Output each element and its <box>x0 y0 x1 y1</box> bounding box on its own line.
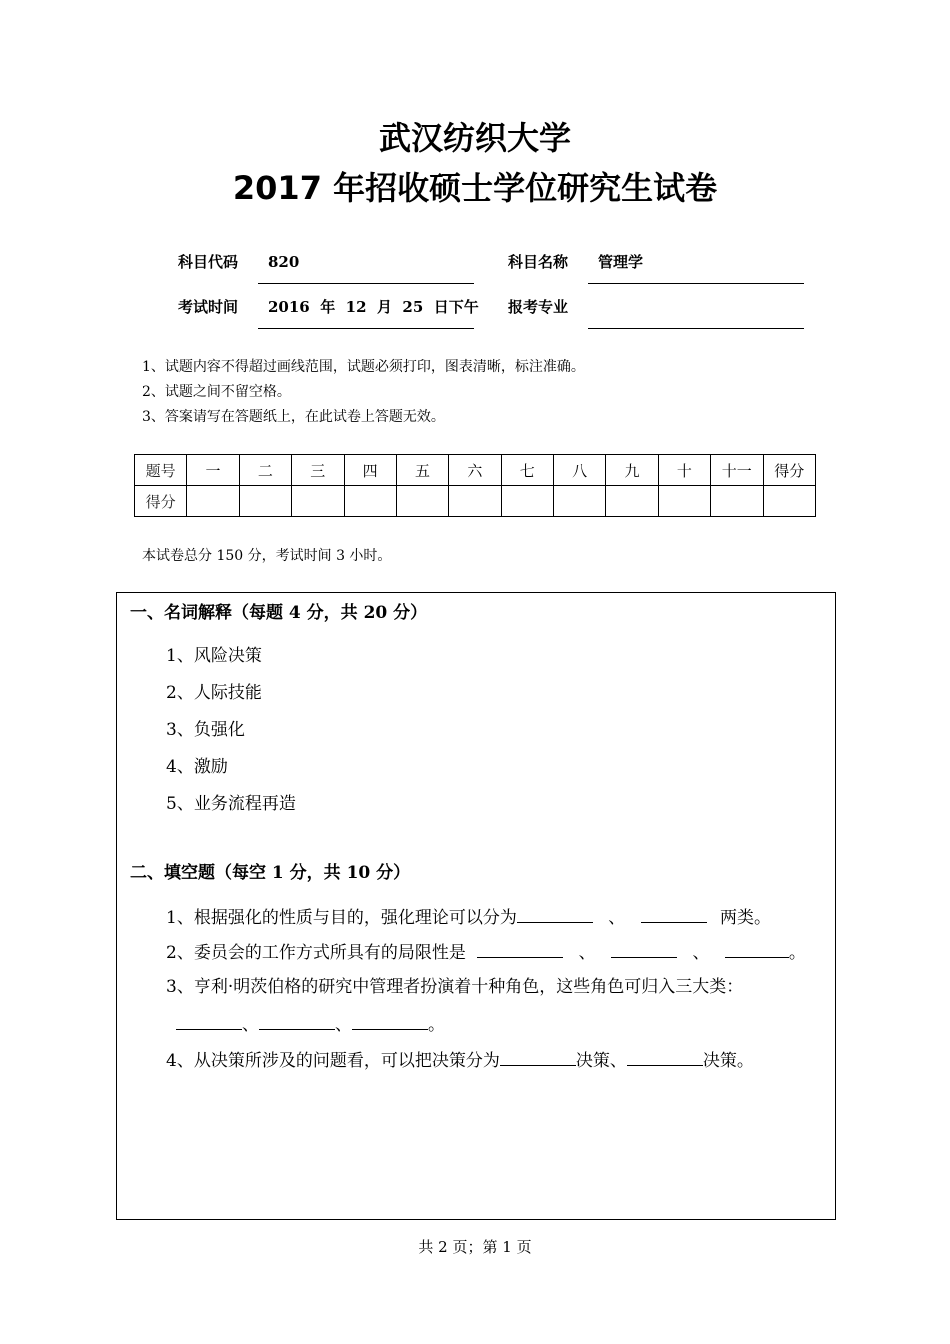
major-label: 报考专业 <box>508 298 569 316</box>
q2-blank-3 <box>725 940 789 958</box>
note-1: 1、试题内容不得超过画线范围，试题必须打印，图表清晰，标注准确。 <box>142 359 585 375</box>
q1-separator: 、 <box>608 908 626 928</box>
exam-title: 2017 年招收硕士学位研究生试卷 <box>232 169 718 207</box>
q3-separator-2: 、 <box>335 1015 352 1035</box>
q3-separator-1: 、 <box>242 1015 259 1035</box>
exam-time-label: 考试时间 <box>178 298 239 316</box>
score-cell <box>239 486 291 517</box>
total-note: 本试卷总分 150 分，考试时间 3 小时。 <box>142 548 392 564</box>
score-cell <box>396 486 448 517</box>
exam-time-value: 2016 年 12 月 25 日下午 <box>268 298 479 316</box>
q2-text: 2、委员会的工作方式所具有的局限性是 <box>166 943 466 963</box>
major-underline <box>588 328 804 329</box>
q1-blank-1 <box>517 905 593 923</box>
score-cell <box>344 486 396 517</box>
fill-question-2 <box>166 940 806 965</box>
q2-blank-1 <box>477 940 563 958</box>
page-footer: 共 2 页；第 1 页 <box>418 1238 532 1256</box>
section1-item: 5、业务流程再造 <box>166 794 296 814</box>
q4-blank-1 <box>500 1048 576 1066</box>
score-table-header-cell: 九 <box>606 455 658 486</box>
score-table-header-cell: 十 <box>658 455 710 486</box>
q3-end: 。 <box>428 1015 445 1035</box>
score-table-header-cell: 十一 <box>711 455 763 486</box>
section1-item: 1、风险决策 <box>166 646 262 666</box>
fill-question-3: 3、亨利·明茨伯格的研究中管理者扮演着十种角色，这些角色可归入三大类： <box>166 977 744 997</box>
note-3: 3、答案请写在答题纸上，在此试卷上答题无效。 <box>142 409 445 425</box>
q3-blank-2 <box>259 1012 335 1030</box>
fill-question-3-blanks <box>176 1012 445 1037</box>
subject-code-label: 科目代码 <box>178 253 239 271</box>
score-table-header-cell: 四 <box>344 455 396 486</box>
score-table-header-cell: 得分 <box>763 455 816 486</box>
section1-item: 4、激励 <box>166 757 228 777</box>
q1-end: 两类。 <box>720 908 772 928</box>
score-table-header-cell: 三 <box>292 455 344 486</box>
question-box <box>116 592 836 1220</box>
subject-code-value: 820 <box>268 253 300 271</box>
q3-blank-3 <box>352 1012 428 1030</box>
fill-question-1 <box>166 905 771 930</box>
q4-end: 决策。 <box>702 1051 754 1071</box>
score-table-header-cell: 五 <box>396 455 448 486</box>
score-table-score-row <box>135 486 816 517</box>
section1-item: 3、负强化 <box>166 720 245 740</box>
note-2: 2、试题之间不留空格。 <box>142 384 291 400</box>
q4-middle: 决策、 <box>575 1051 627 1071</box>
score-table <box>134 454 816 517</box>
score-table-header-cell: 六 <box>449 455 501 486</box>
score-table-header-cell: 七 <box>501 455 553 486</box>
score-cell <box>449 486 501 517</box>
score-cell <box>554 486 606 517</box>
score-table-header-cell: 一 <box>187 455 239 486</box>
score-table-header-cell: 八 <box>554 455 606 486</box>
exam-time-underline <box>258 328 474 329</box>
q2-separator-1: 、 <box>578 943 596 963</box>
q1-text: 1、根据强化的性质与目的，强化理论可以分为 <box>166 908 517 928</box>
q4-blank-2 <box>627 1048 703 1066</box>
q4-text: 4、从决策所涉及的问题看，可以把决策分为 <box>166 1051 500 1071</box>
fill-question-4 <box>166 1048 754 1073</box>
q1-blank-2 <box>641 905 707 923</box>
score-table-header-cell: 二 <box>239 455 291 486</box>
score-cell <box>763 486 816 517</box>
q2-end: 。 <box>788 943 806 963</box>
subject-name-label: 科目名称 <box>508 253 569 271</box>
score-cell <box>606 486 658 517</box>
section1-item: 2、人际技能 <box>166 683 262 703</box>
subject-name-underline <box>588 283 804 284</box>
university-title: 武汉纺织大学 <box>378 119 571 157</box>
score-table-header-cell: 题号 <box>135 455 187 486</box>
score-row-label: 得分 <box>135 486 187 517</box>
score-cell <box>501 486 553 517</box>
score-cell <box>658 486 710 517</box>
q2-blank-2 <box>611 940 677 958</box>
score-cell <box>187 486 239 517</box>
section2-title: 二、填空题（每空 1 分，共 10 分） <box>130 863 411 883</box>
q2-separator-2: 、 <box>692 943 710 963</box>
score-cell <box>711 486 763 517</box>
subject-code-underline <box>258 283 474 284</box>
score-cell <box>292 486 344 517</box>
subject-name-value: 管理学 <box>598 253 644 271</box>
q3-blank-1 <box>176 1012 242 1030</box>
section1-title: 一、名词解释（每题 4 分，共 20 分） <box>130 603 428 623</box>
score-table-header-row <box>135 455 816 486</box>
